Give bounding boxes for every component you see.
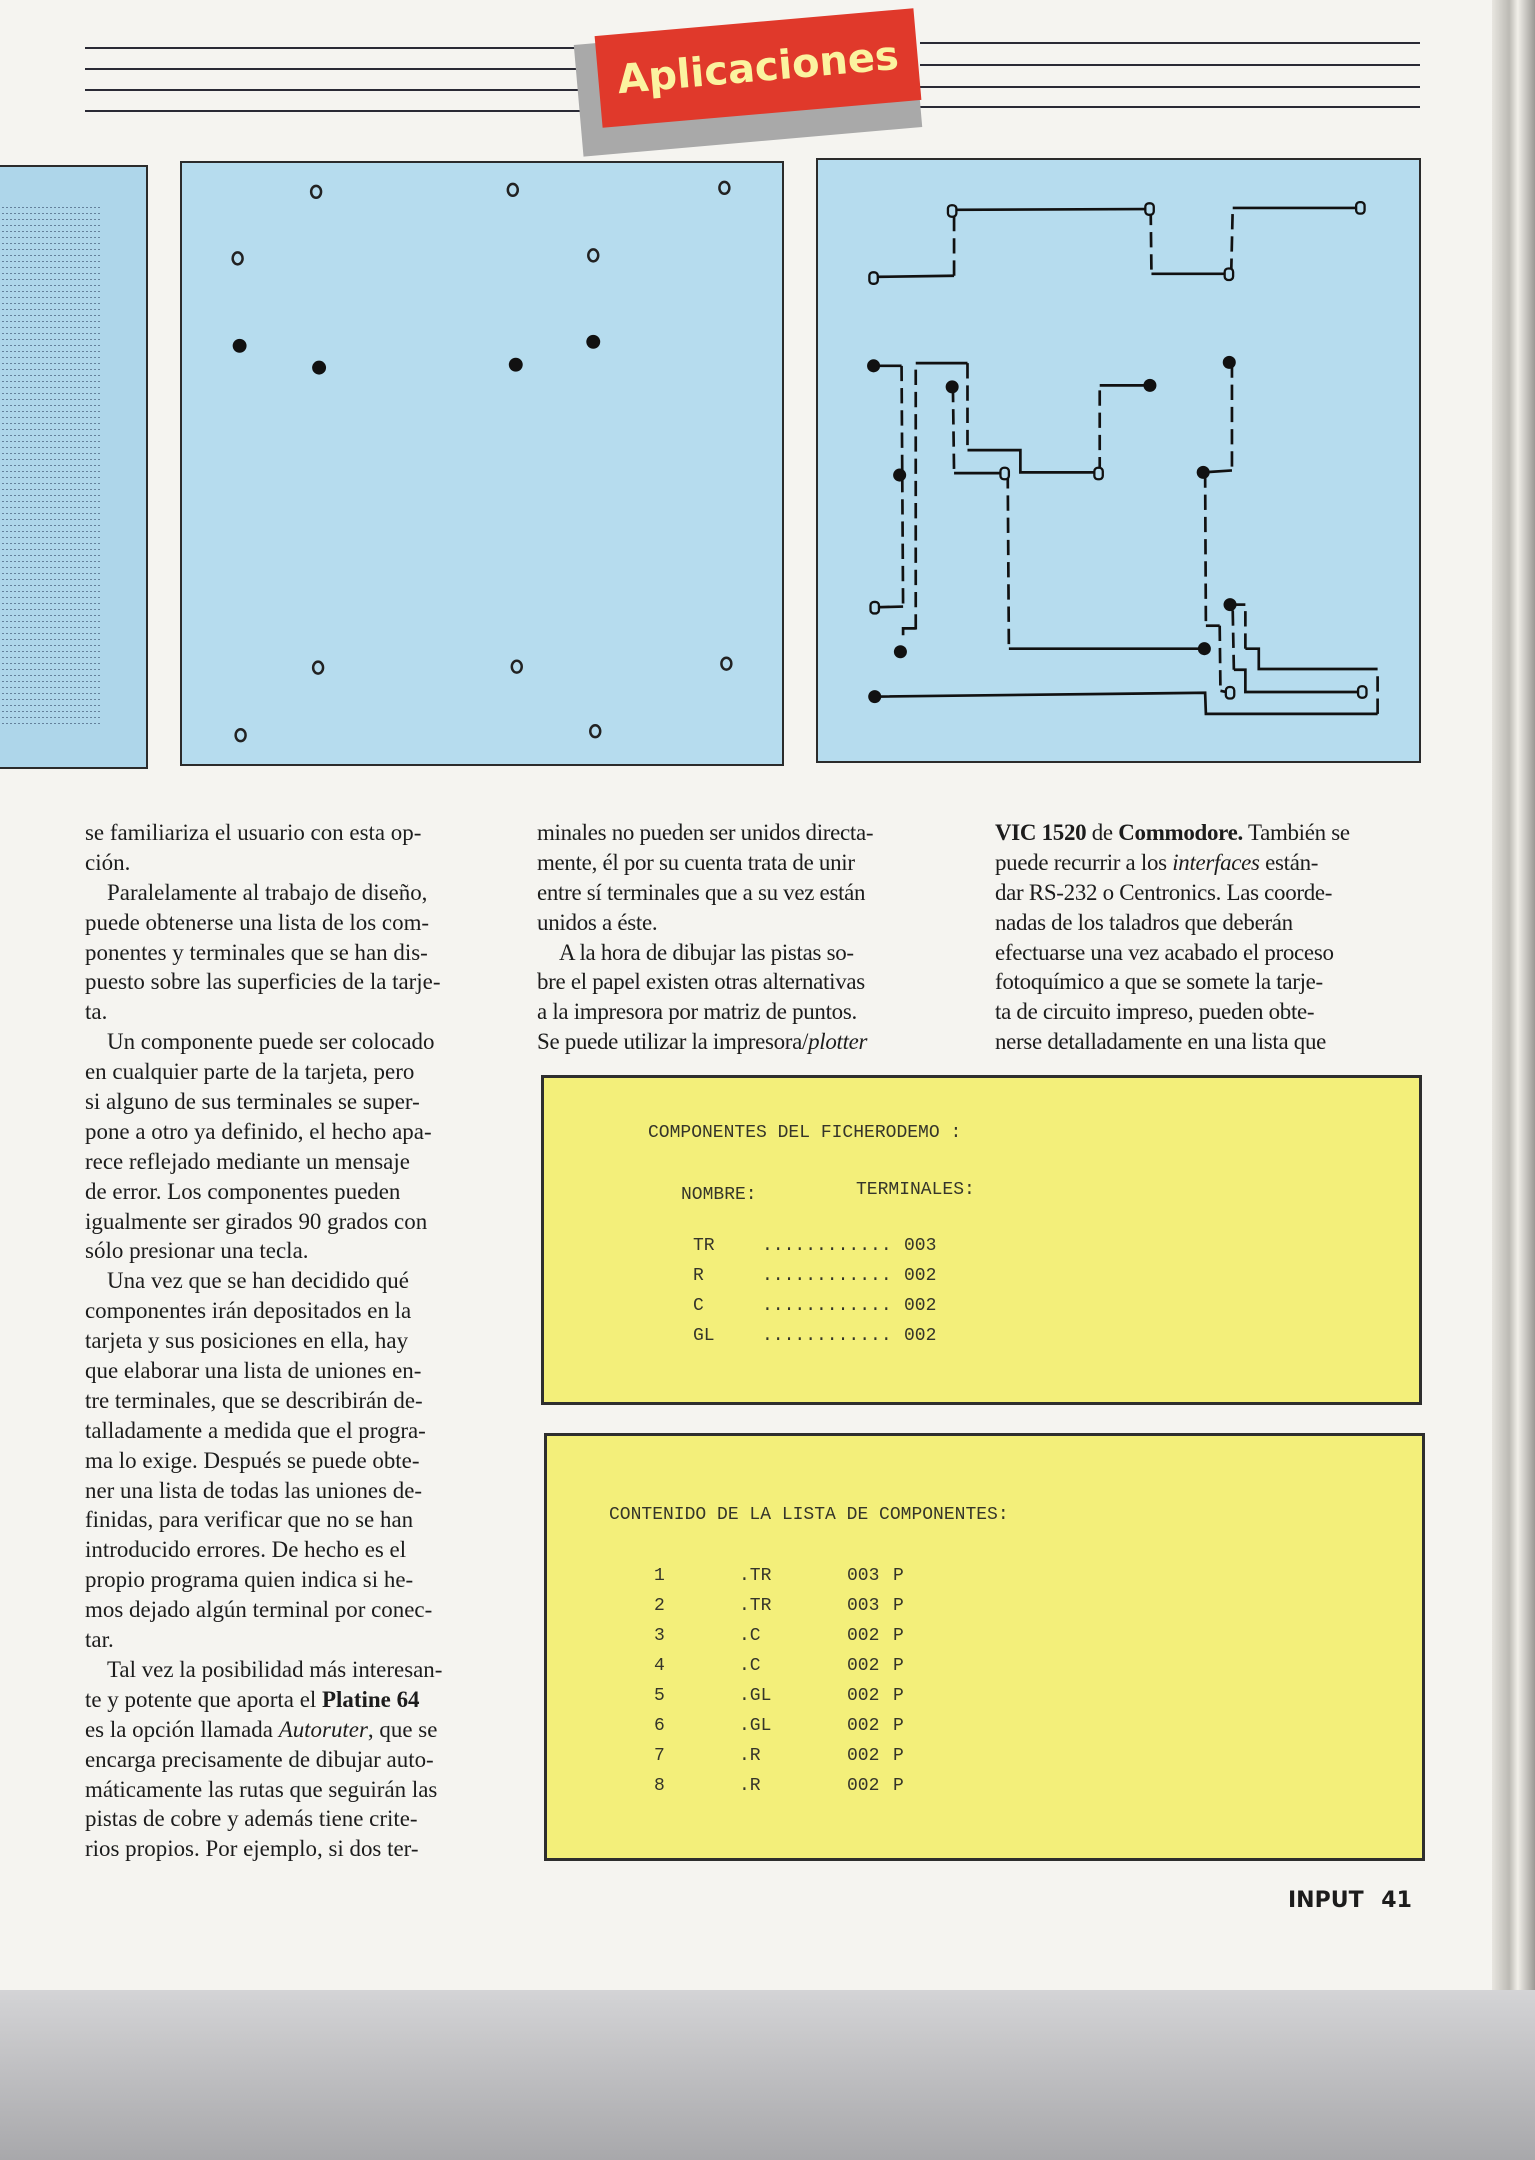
filled-pad (586, 335, 600, 349)
text-segment: que elaborar una lista de uniones en- (85, 1358, 422, 1384)
terminal-count: 002 (847, 1626, 880, 1646)
text-line (995, 848, 1420, 878)
open-pad (871, 602, 879, 613)
bold-text: Platine 64 (322, 1686, 420, 1712)
text-segment: nadas de los taladros que deberán (995, 909, 1293, 935)
text-line (85, 1535, 510, 1565)
text-line-content (85, 1565, 413, 1595)
text-line-content (537, 997, 857, 1027)
text-line (995, 997, 1420, 1027)
text-segment: rece reflejado mediante un mensaje (85, 1148, 410, 1174)
placement-flag: P (893, 1596, 904, 1616)
top-layer-trace (954, 209, 1149, 210)
open-pad (1356, 202, 1364, 213)
article-column-3 (995, 818, 1420, 1057)
text-segment: dar RS-232 o Centronics. Las coorde- (995, 879, 1333, 905)
text-segment: pistas de cobre y además tiene crite- (85, 1806, 418, 1832)
row-number: 4 (654, 1656, 665, 1676)
text-segment: nerse detalladamente en una lista que (995, 1029, 1327, 1055)
component-name: .GL (739, 1686, 772, 1706)
text-line (537, 1027, 962, 1057)
page-footer (1288, 1888, 1412, 1913)
open-pad (1225, 268, 1233, 279)
text-segment: mos dejado algún terminal por conec- (85, 1597, 433, 1623)
text-segment: a la impresora por matriz de puntos. (537, 999, 857, 1025)
open-pad (236, 729, 246, 741)
text-line (85, 1476, 510, 1506)
component-pads-figure (182, 163, 782, 764)
text-line-content (995, 848, 1318, 878)
text-line (85, 1685, 510, 1715)
text-segment: Se puede utilizar la impresora/ (537, 1029, 809, 1055)
text-line (85, 1207, 510, 1237)
text-segment: pone a otro ya definido, el hecho apa- (85, 1118, 432, 1144)
text-line (85, 908, 510, 938)
top-layer-trace (874, 276, 954, 277)
text-segment: tre terminales, que se describirán de- (85, 1387, 423, 1413)
open-pad (1000, 468, 1008, 479)
component-name: .TR (739, 1596, 772, 1616)
section-title: Aplicaciones (615, 32, 901, 104)
text-line (537, 818, 962, 848)
text-line-content (85, 1476, 422, 1506)
text-line-content (85, 1804, 418, 1834)
text-line (995, 878, 1420, 908)
text-line (85, 997, 510, 1027)
placement-flag: P (893, 1656, 904, 1676)
scan-background (0, 1990, 1535, 2160)
text-line-content (85, 1834, 418, 1864)
text-line-content (85, 1057, 414, 1087)
text-segment: de (1086, 820, 1119, 845)
bottom-layer-trace (953, 387, 954, 473)
text-segment: puede obtenerse una lista de los com- (85, 909, 430, 935)
terminal-count: 003 (847, 1566, 880, 1586)
terminal-count: 003 (904, 1236, 937, 1256)
pcb-routed-traces (816, 158, 1421, 763)
filled-pad (1198, 642, 1211, 655)
text-line (995, 967, 1420, 997)
text-line (85, 1416, 510, 1446)
open-pad (512, 661, 522, 673)
text-line-content (85, 1715, 437, 1745)
text-line-content (85, 1177, 400, 1207)
text-line (85, 1326, 510, 1356)
text-segment: si alguno de sus terminales se super- (85, 1089, 420, 1115)
terminal-count: 002 (904, 1326, 937, 1346)
top-layer-trace (1245, 649, 1377, 669)
routed-traces-figure (818, 160, 1419, 761)
text-segment: te y potente que aporta el (85, 1686, 323, 1712)
open-pad (721, 658, 731, 670)
terminal-count: 002 (847, 1746, 880, 1766)
text-line-content (85, 1595, 432, 1625)
text-line-content (537, 818, 873, 848)
filled-pad (1223, 356, 1236, 369)
listing-title: CONTENIDO DE LA LISTA DE COMPONENTES: (609, 1505, 1009, 1525)
component-name: .R (739, 1746, 761, 1766)
component-name: GL (693, 1326, 715, 1346)
bottom-layer-trace (1205, 472, 1206, 625)
pcb-screen-partial (0, 165, 148, 769)
text-line-content (85, 818, 421, 848)
open-pad (869, 272, 877, 283)
text-line-content (537, 848, 855, 878)
header-rule (920, 42, 1420, 44)
text-line-content (85, 1207, 427, 1237)
text-line-content (85, 1745, 434, 1775)
text-line (995, 818, 1420, 848)
filled-pad (1143, 379, 1156, 392)
terminal-count: 002 (847, 1716, 880, 1736)
text-line-content (995, 818, 1350, 848)
text-line (85, 1834, 510, 1864)
text-line (85, 848, 510, 878)
text-line (85, 818, 510, 848)
text-line-content (995, 908, 1293, 938)
text-segment: máticamente las rutas que seguirán las (85, 1776, 438, 1802)
terminal-count: 002 (847, 1686, 880, 1706)
filled-pad (893, 469, 906, 482)
text-line-content (85, 1775, 437, 1805)
text-line (85, 1027, 510, 1057)
text-segment: bre el papel existen otras alternativas (537, 969, 865, 995)
text-line-content (85, 1627, 114, 1652)
text-line-content (85, 1386, 423, 1416)
text-line (85, 1775, 510, 1805)
row-number: 7 (654, 1746, 665, 1766)
text-line (85, 938, 510, 968)
bottom-layer-trace (1008, 473, 1009, 649)
text-line-content (85, 938, 428, 968)
text-segment: tar. (85, 1627, 114, 1653)
open-pad (719, 182, 729, 194)
placement-flag: P (893, 1716, 904, 1736)
text-segment: Tal vez la posibilidad más interesan- (107, 1656, 443, 1682)
bottom-layer-trace (1233, 610, 1234, 669)
text-line (537, 938, 962, 968)
text-line (85, 1804, 510, 1834)
text-line-content (537, 967, 865, 997)
text-line-content (537, 910, 657, 935)
filled-pad (946, 380, 959, 393)
dot-leader: ............ (762, 1236, 892, 1256)
text-segment: Paralelamente al trabajo de diseño, (107, 879, 428, 905)
text-segment: componentes irán depositados en la (85, 1298, 412, 1324)
text-line (85, 1386, 510, 1416)
open-pad (1226, 687, 1234, 698)
text-segment: en cualquier parte de la tarjeta, pero (85, 1059, 415, 1085)
bottom-layer-trace (1231, 208, 1233, 274)
text-segment: fotoquímico a que se somete la tarje- (995, 969, 1323, 995)
text-line-content (995, 878, 1332, 908)
terminal-count: 002 (847, 1776, 880, 1796)
placement-flag: P (893, 1746, 904, 1766)
top-layer-trace (967, 450, 1098, 472)
header-rule (85, 68, 585, 70)
article-column-1 (85, 818, 510, 1864)
text-segment: A la hora de dibujar las pistas so- (559, 939, 854, 965)
text-segment: ner una lista de todas las uniones de- (85, 1477, 423, 1503)
text-line-content (85, 967, 441, 997)
text-segment: Una vez que se han decidido qué (107, 1268, 409, 1294)
row-number: 6 (654, 1716, 665, 1736)
bold-text: Commodore. (1118, 820, 1243, 845)
component-name: .C (739, 1626, 761, 1646)
text-segment: También se (1242, 820, 1350, 845)
text-segment: ma lo exige. Después se puede obte- (85, 1447, 420, 1473)
filled-pad (868, 690, 881, 703)
text-segment: ción. (85, 849, 131, 875)
text-line-content (85, 1535, 406, 1565)
dot-leader: ............ (762, 1296, 892, 1316)
row-number: 1 (654, 1566, 665, 1586)
terminal-count: 003 (847, 1596, 880, 1616)
header-rule (920, 86, 1420, 88)
text-line-content (85, 1326, 408, 1356)
header-rule (85, 89, 585, 91)
text-line-content (537, 1027, 867, 1057)
text-segment: sólo presionar una tecla. (85, 1238, 309, 1264)
text-line-content (85, 1087, 420, 1117)
text-line-content (995, 997, 1314, 1027)
text-line-content (85, 999, 107, 1024)
open-pad (1145, 203, 1153, 214)
text-line (537, 878, 962, 908)
italic-text: interfaces (1172, 849, 1260, 875)
listing-title: COMPONENTES DEL FICHERODEMO : (648, 1123, 962, 1143)
component-name: C (693, 1296, 704, 1316)
component-name: TR (693, 1236, 715, 1256)
text-line-content (995, 938, 1334, 968)
row-number: 8 (654, 1776, 665, 1796)
article-column-2 (537, 818, 962, 1057)
text-line (85, 1715, 510, 1745)
open-pad (508, 184, 518, 196)
text-line-content (107, 1266, 409, 1296)
top-layer-trace (875, 693, 1378, 714)
filled-pad (1197, 466, 1210, 479)
text-line-content (85, 1685, 420, 1715)
text-line (85, 1565, 510, 1595)
text-line (537, 908, 962, 938)
component-list-contents (544, 1433, 1425, 1861)
open-pad (588, 249, 598, 261)
text-line (85, 1087, 510, 1117)
text-line-content (85, 1416, 426, 1446)
open-pad (948, 205, 956, 216)
component-name: .R (739, 1776, 761, 1796)
text-line (995, 938, 1420, 968)
text-segment: entre sí terminales que a su vez están (537, 879, 866, 905)
open-pad (1358, 686, 1366, 697)
text-line-content (85, 1296, 411, 1326)
text-segment: se familiariza el usuario con esta op- (85, 820, 422, 845)
text-segment: de error. Los componentes pueden (85, 1178, 401, 1204)
text-line (85, 1266, 510, 1296)
magazine-name: INPUT (1288, 1888, 1364, 1913)
component-name: .TR (739, 1566, 772, 1586)
terminal-count: 002 (904, 1296, 937, 1316)
bottom-layer-trace (902, 366, 904, 607)
filled-pad (233, 339, 247, 353)
text-segment: igualmente ser girados 90 grados con (85, 1208, 428, 1234)
text-line (85, 1625, 510, 1655)
text-line-content (85, 1147, 410, 1177)
text-line (537, 997, 962, 1027)
text-segment: tarjeta y sus posiciones en ella, hay (85, 1328, 409, 1354)
terminal-count: 002 (904, 1266, 937, 1286)
placement-flag: P (893, 1776, 904, 1796)
page-curl-edge (1492, 0, 1535, 1990)
text-segment: puede recurrir a los (995, 849, 1173, 875)
row-number: 3 (654, 1626, 665, 1646)
text-segment: rios propios. Por ejemplo, si dos ter- (85, 1836, 419, 1862)
header-rule (920, 64, 1420, 66)
text-line (85, 1147, 510, 1177)
open-pad (590, 725, 600, 737)
text-segment: es la opción llamada (85, 1716, 279, 1742)
text-segment: encarga precisamente de dibujar auto- (85, 1746, 434, 1772)
header-rule (85, 47, 585, 49)
dot-leader: ............ (762, 1266, 892, 1286)
row-number: 5 (654, 1686, 665, 1706)
filled-pad (867, 359, 880, 372)
text-segment: finidas, para verificar que no se han (85, 1507, 414, 1533)
component-file-listing (541, 1075, 1422, 1405)
placement-flag: P (893, 1626, 904, 1646)
terminal-count: 002 (847, 1656, 880, 1676)
component-name: .C (739, 1656, 761, 1676)
component-name: R (693, 1266, 704, 1286)
text-line-content (85, 1356, 421, 1386)
text-line (85, 1446, 510, 1476)
text-line-content (107, 878, 427, 908)
top-layer-trace (903, 628, 916, 635)
text-line (995, 1027, 1420, 1057)
page-number: 41 (1381, 1888, 1412, 1913)
text-line-content (995, 1027, 1326, 1057)
text-line (85, 1356, 510, 1386)
text-line-content (107, 1027, 434, 1057)
row-number: 2 (654, 1596, 665, 1616)
column-header-name: NOMBRE: (681, 1185, 757, 1205)
bold-text: VIC 1520 (995, 820, 1087, 845)
column-header-terminals: TERMINALES: (856, 1180, 975, 1200)
text-line (85, 1595, 510, 1625)
text-segment: , que se (367, 1716, 438, 1742)
text-line-content (85, 908, 429, 938)
open-pad (1094, 468, 1102, 479)
placement-flag: P (893, 1686, 904, 1706)
text-line (85, 1177, 510, 1207)
filled-pad (312, 361, 326, 375)
text-line (85, 1057, 510, 1087)
text-segment: minales no pueden ser unidos directa- (537, 820, 874, 845)
text-segment: ta de circuito impreso, pueden obte- (995, 999, 1315, 1025)
text-line (85, 1505, 510, 1535)
text-line (85, 1745, 510, 1775)
text-line (85, 1117, 510, 1147)
open-pad (313, 662, 323, 674)
text-line (85, 878, 510, 908)
header-rule (920, 106, 1420, 108)
text-segment: introducido errores. De hecho es el (85, 1537, 407, 1563)
text-line-content (107, 1655, 442, 1685)
text-segment: ta. (85, 999, 108, 1025)
text-segment: puesto sobre las superficies de la tarje- (85, 969, 441, 995)
text-line-content (85, 850, 130, 875)
component-name: .GL (739, 1716, 772, 1736)
text-line-content (85, 1117, 432, 1147)
text-line (85, 1296, 510, 1326)
pcb-component-layout (180, 161, 784, 766)
text-line-content (559, 938, 854, 968)
top-layer-trace (1234, 670, 1362, 692)
italic-text: Autoruter (278, 1716, 368, 1742)
text-line-content (995, 967, 1323, 997)
text-segment: propio programa quien indica si he- (85, 1567, 414, 1593)
text-line (995, 908, 1420, 938)
filled-pad (509, 358, 523, 372)
text-line-content (85, 1238, 309, 1263)
dot-leader: ............ (762, 1326, 892, 1346)
text-line-content (85, 1505, 413, 1535)
text-segment: unidos a éste. (537, 909, 658, 935)
header-rule (85, 110, 585, 112)
text-segment: mente, él por su cuenta trata de unir (537, 849, 855, 875)
text-line (85, 967, 510, 997)
text-segment: están- (1259, 849, 1319, 875)
open-pad (233, 252, 243, 264)
dot-pattern (2, 207, 102, 727)
text-line-content (85, 1446, 420, 1476)
text-segment: ponentes y terminales que se han dis- (85, 939, 428, 965)
italic-text: plotter (808, 1029, 868, 1055)
text-segment: Un componente puede ser colocado (107, 1029, 435, 1055)
text-segment: talladamente a medida que el progra- (85, 1417, 426, 1443)
bottom-layer-trace (1151, 210, 1152, 274)
text-line (85, 1236, 510, 1266)
placement-flag: P (893, 1566, 904, 1586)
text-line (537, 967, 962, 997)
filled-pad (1224, 598, 1237, 611)
filled-pad (894, 645, 907, 658)
text-line-content (537, 878, 865, 908)
text-line (537, 848, 962, 878)
text-segment: efectuarse una vez acabado el proceso (995, 939, 1334, 965)
bottom-layer-trace (1220, 626, 1221, 691)
open-pad (311, 186, 321, 198)
text-line (85, 1655, 510, 1685)
